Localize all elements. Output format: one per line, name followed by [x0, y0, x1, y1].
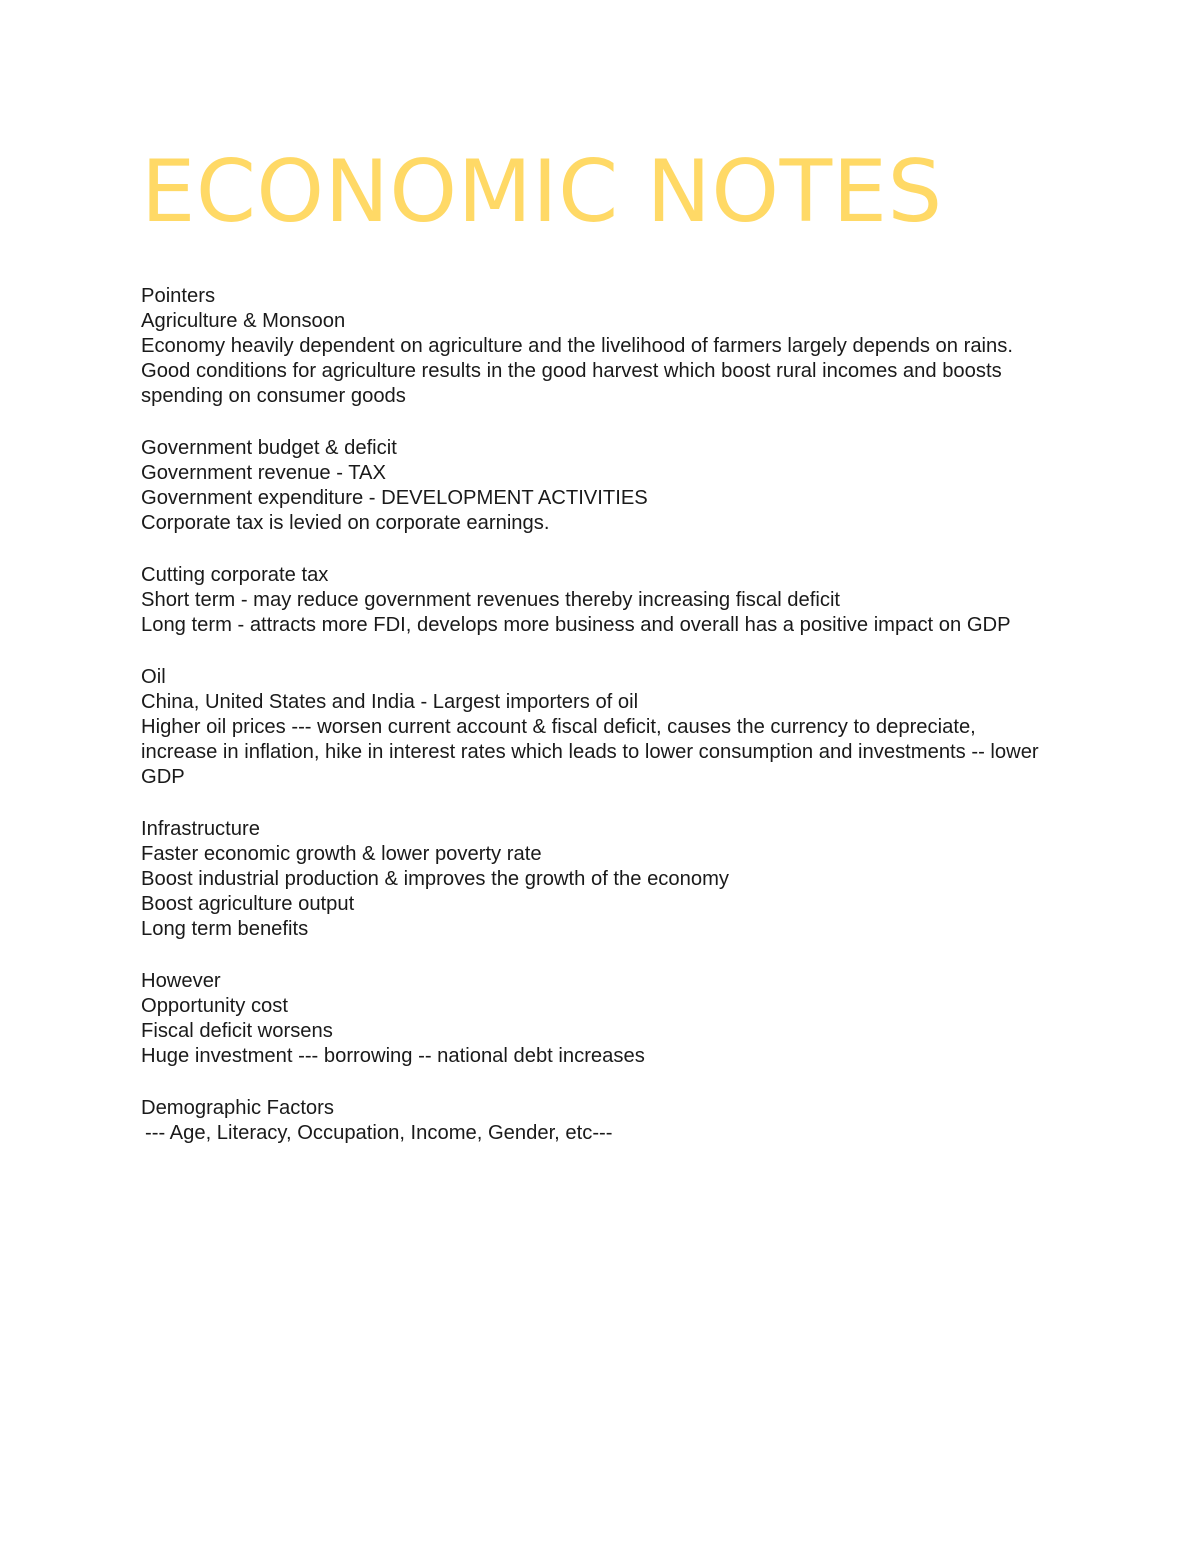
note-line: China, United States and India - Largest importers of oil — [141, 691, 639, 713]
note-line: Opportunity cost — [141, 995, 288, 1018]
document-body — [141, 284, 1051, 1146]
note-line: Good conditions for agriculture results in the good harvest which boost rural incomes and boosts spending on consumer goods — [141, 360, 1008, 408]
document-title: ECONOMIC NOTES — [141, 142, 943, 242]
note-section — [141, 817, 1051, 942]
note-line: Long term benefits — [141, 918, 309, 941]
note-section — [141, 1096, 1051, 1146]
note-line: Agriculture & Monsoon — [141, 310, 346, 333]
note-line: Long term - attracts more FDI, develops more business and overall has a positive impact on GDP — [141, 614, 1011, 637]
note-line: Higher oil prices --- worsen current account & fiscal deficit, causes the currency to depreciate, increase in inflation, hike in interest rates which leads to lower consumption and investments -- lower GDP — [141, 716, 1045, 789]
note-line: Faster economic growth & lower poverty rate — [141, 843, 542, 866]
note-line: Boost agriculture output — [141, 893, 355, 916]
note-line: Short term - may reduce government revenues thereby increasing fiscal deficit — [141, 589, 841, 612]
note-section — [141, 563, 1051, 638]
section-heading: Pointers — [141, 285, 216, 307]
section-heading: Demographic Factors — [141, 1097, 334, 1119]
section-heading: Infrastructure — [141, 817, 260, 840]
note-line: Boost industrial production & improves the growth of the economy — [141, 868, 729, 891]
note-line: --- Age, Literacy, Occupation, Income, Gender, etc--- — [145, 1122, 613, 1145]
note-line: Fiscal deficit worsens — [141, 1020, 333, 1043]
note-section — [141, 436, 1051, 536]
section-heading: However — [141, 970, 221, 993]
section-heading: Government budget & deficit — [141, 437, 397, 460]
section-heading: Cutting corporate tax — [141, 564, 329, 587]
note-section — [141, 969, 1051, 1069]
note-line: Corporate tax is levied on corporate earnings. — [141, 512, 550, 535]
note-line: Government revenue - TAX — [141, 462, 386, 485]
note-line: Economy heavily dependent on agriculture and the livelihood of farmers largely depends on rains. — [141, 335, 1013, 358]
section-heading: Oil — [141, 665, 166, 688]
note-line: Huge investment --- borrowing -- national debt increases — [141, 1045, 645, 1068]
note-section — [141, 665, 1051, 790]
note-line: Government expenditure - DEVELOPMENT ACTIVITIES — [141, 487, 648, 510]
note-section — [141, 284, 1051, 409]
